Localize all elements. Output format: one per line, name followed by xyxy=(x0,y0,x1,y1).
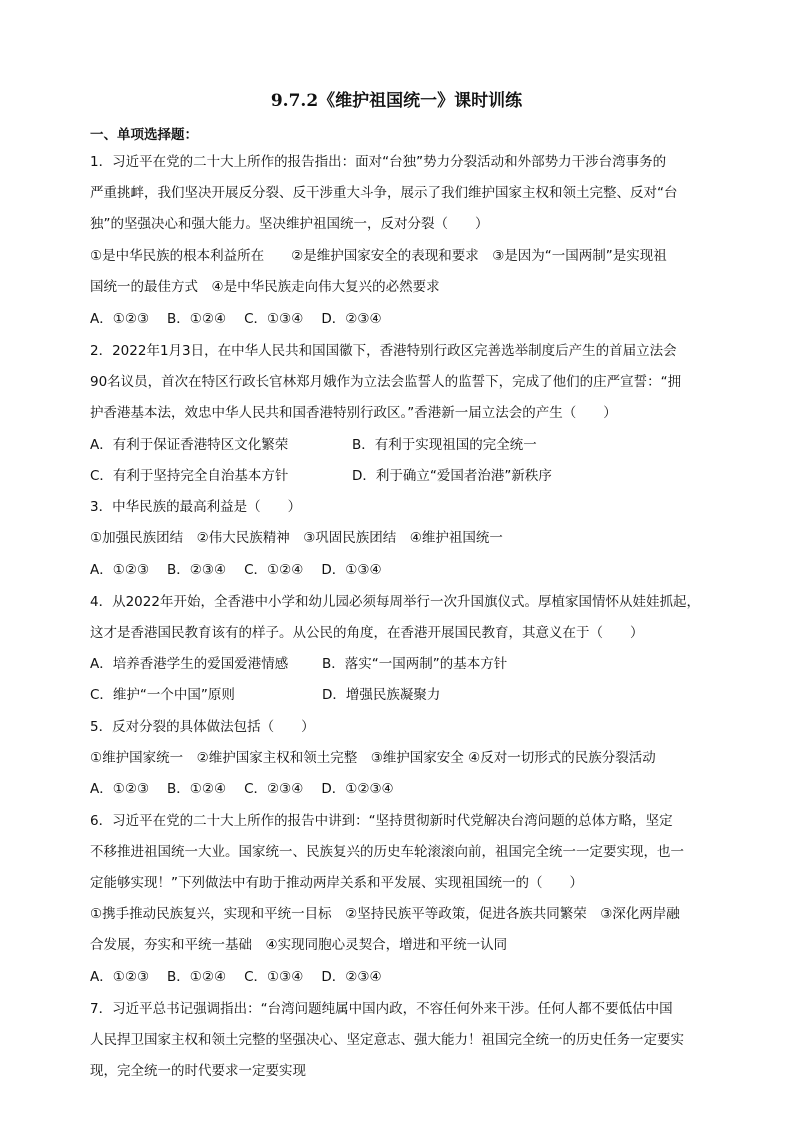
choice-a[interactable]: A．①②③ xyxy=(90,311,150,327)
question-2-line-1: 2．2022年1月3日，在中华人民共和国国徽下，香港特别行政区完善选举制度后产生的首届立法会 xyxy=(90,343,677,359)
question-6-line-2: 不移推进祖国统一大业。国家统一、民族复兴的历史车轮滚滚向前，祖国完全统一一定要实现，也一 xyxy=(90,844,684,860)
choice-c[interactable]: C．②③④ xyxy=(244,781,304,797)
choice-b[interactable]: B．落实“一国两制”的基本方针 xyxy=(322,656,508,672)
choice-c[interactable]: C．①③④ xyxy=(244,311,304,327)
choice-d[interactable]: D．增强民族凝聚力 xyxy=(322,687,441,703)
question-7-line-1: 7．习近平总书记强调指出：“台湾问题纯属中国内政，不容任何外来干涉。任何人都不要低估中国 xyxy=(90,1001,673,1017)
question-1-line-1: 1．习近平在党的二十大上所作的报告指出：面对“台独”势力分裂活动和外部势力干涉台湾事务的 xyxy=(90,154,667,170)
question-4-answers-row-2 xyxy=(90,686,706,704)
choice-c[interactable]: C．①③④ xyxy=(244,969,304,985)
question-6-line-3: 定能够实现！”下列做法中有助于推动两岸关系和平发展、实现祖国统一的（ ） xyxy=(90,875,583,891)
question-3-choices xyxy=(90,561,706,579)
question-7-line-2: 人民捍卫国家主权和领土完整的坚强决心、坚定意志、强大能力！祖国完全统一的历史任务一定要实 xyxy=(90,1032,684,1048)
choice-a[interactable]: A．①②③ xyxy=(90,562,150,578)
question-3-options: ①加强民族团结 ②伟大民族精神 ③巩固民族团结 ④维护祖国统一 xyxy=(90,530,503,546)
page-title: 9.7.2《维护祖国统一》课时训练 xyxy=(270,91,523,111)
section-heading: 一、单项选择题： xyxy=(90,127,198,143)
question-2-answers-row-2 xyxy=(90,467,706,485)
question-3-line-1: 3．中华民族的最高利益是（ ） xyxy=(90,499,302,515)
choice-d[interactable]: D．①②③④ xyxy=(321,781,394,797)
question-4-answers-row-1 xyxy=(90,655,706,673)
choice-b[interactable]: B．①②④ xyxy=(167,969,227,985)
question-2-line-3: 护香港基本法，效忠中华人民共和国香港特别行政区。”香港新一届立法会的产生（ ） xyxy=(90,405,617,421)
question-6-line-1: 6．习近平在党的二十大上所作的报告中讲到：“坚持贯彻新时代党解决台湾问题的总体方略，坚定 xyxy=(90,813,673,829)
choice-d[interactable]: D．②③④ xyxy=(321,969,382,985)
question-2-answers-row-1 xyxy=(90,436,706,454)
choice-a[interactable]: A．有利于保证香港特区文化繁荣 xyxy=(90,437,289,453)
choice-a[interactable]: A．培养香港学生的爱国爱港情感 xyxy=(90,656,289,672)
question-1-choices xyxy=(90,310,706,328)
choice-b[interactable]: B．②③④ xyxy=(167,562,227,578)
question-2-line-2: 90名议员，首次在特区行政长官林郑月娥作为立法会监誓人的监誓下，完成了他们的庄严宣誓：“拥 xyxy=(90,374,682,390)
choice-d[interactable]: D．①③④ xyxy=(321,562,382,578)
question-6-options-line-1: ①携手推动民族复兴，实现和平统一目标 ②坚持民族平等政策，促进各族共同繁荣 ③深化两岸融 xyxy=(90,906,680,922)
question-4-line-1: 4．从2022年开始，全香港中小学和幼儿园必须每周举行一次升国旗仪式。厚植家国情怀从娃娃抓起， xyxy=(90,594,700,610)
choice-c[interactable]: C．有利于坚持完全自治基本方针 xyxy=(90,468,289,484)
choice-a[interactable]: A．①②③ xyxy=(90,969,150,985)
question-7-line-3: 现，完全统一的时代要求一定要实现 xyxy=(90,1063,306,1079)
choice-c[interactable]: C．①②④ xyxy=(244,562,304,578)
question-1-options-line-2: 国统一的最佳方式 ④是中华民族走向伟大复兴的必然要求 xyxy=(90,279,440,295)
choice-b[interactable]: B．有利于实现祖国的完全统一 xyxy=(352,437,537,453)
question-5-choices xyxy=(90,780,706,798)
choice-b[interactable]: B．①②④ xyxy=(167,781,227,797)
question-1-options-line-1: ①是中华民族的根本利益所在 ②是维护国家安全的表现和要求 ③是因为“一国两制”是实现祖 xyxy=(90,248,667,264)
choice-d[interactable]: D．利于确立“爱国者治港”新秩序 xyxy=(352,468,552,484)
question-6-choices xyxy=(90,968,706,986)
question-4-line-2: 这才是香港国民教育该有的样子。从公民的角度，在香港开展国民教育，其意义在于（ ） xyxy=(90,625,644,641)
question-5-options: ①维护国家统一 ②维护国家主权和领土完整 ③维护国家安全 ④反对一切形式的民族分裂活动 xyxy=(90,750,656,766)
choice-c[interactable]: C．维护“一个中国”原则 xyxy=(90,687,235,703)
choice-b[interactable]: B．①②④ xyxy=(167,311,227,327)
choice-a[interactable]: A．①②③ xyxy=(90,781,150,797)
choice-d[interactable]: D．②③④ xyxy=(321,311,382,327)
question-5-line-1: 5．反对分裂的具体做法包括（ ） xyxy=(90,719,315,735)
question-1-line-3: 独”的坚强决心和强大能力。坚决维护祖国统一，反对分裂（ ） xyxy=(90,216,489,232)
question-1-line-2: 严重挑衅，我们坚决开展反分裂、反干涉重大斗争，展示了我们维护国家主权和领土完整、反对“台 xyxy=(90,185,678,201)
question-6-options-line-2: 合发展，夯实和平统一基础 ④实现同胞心灵契合，增进和平统一认同 xyxy=(90,937,508,953)
